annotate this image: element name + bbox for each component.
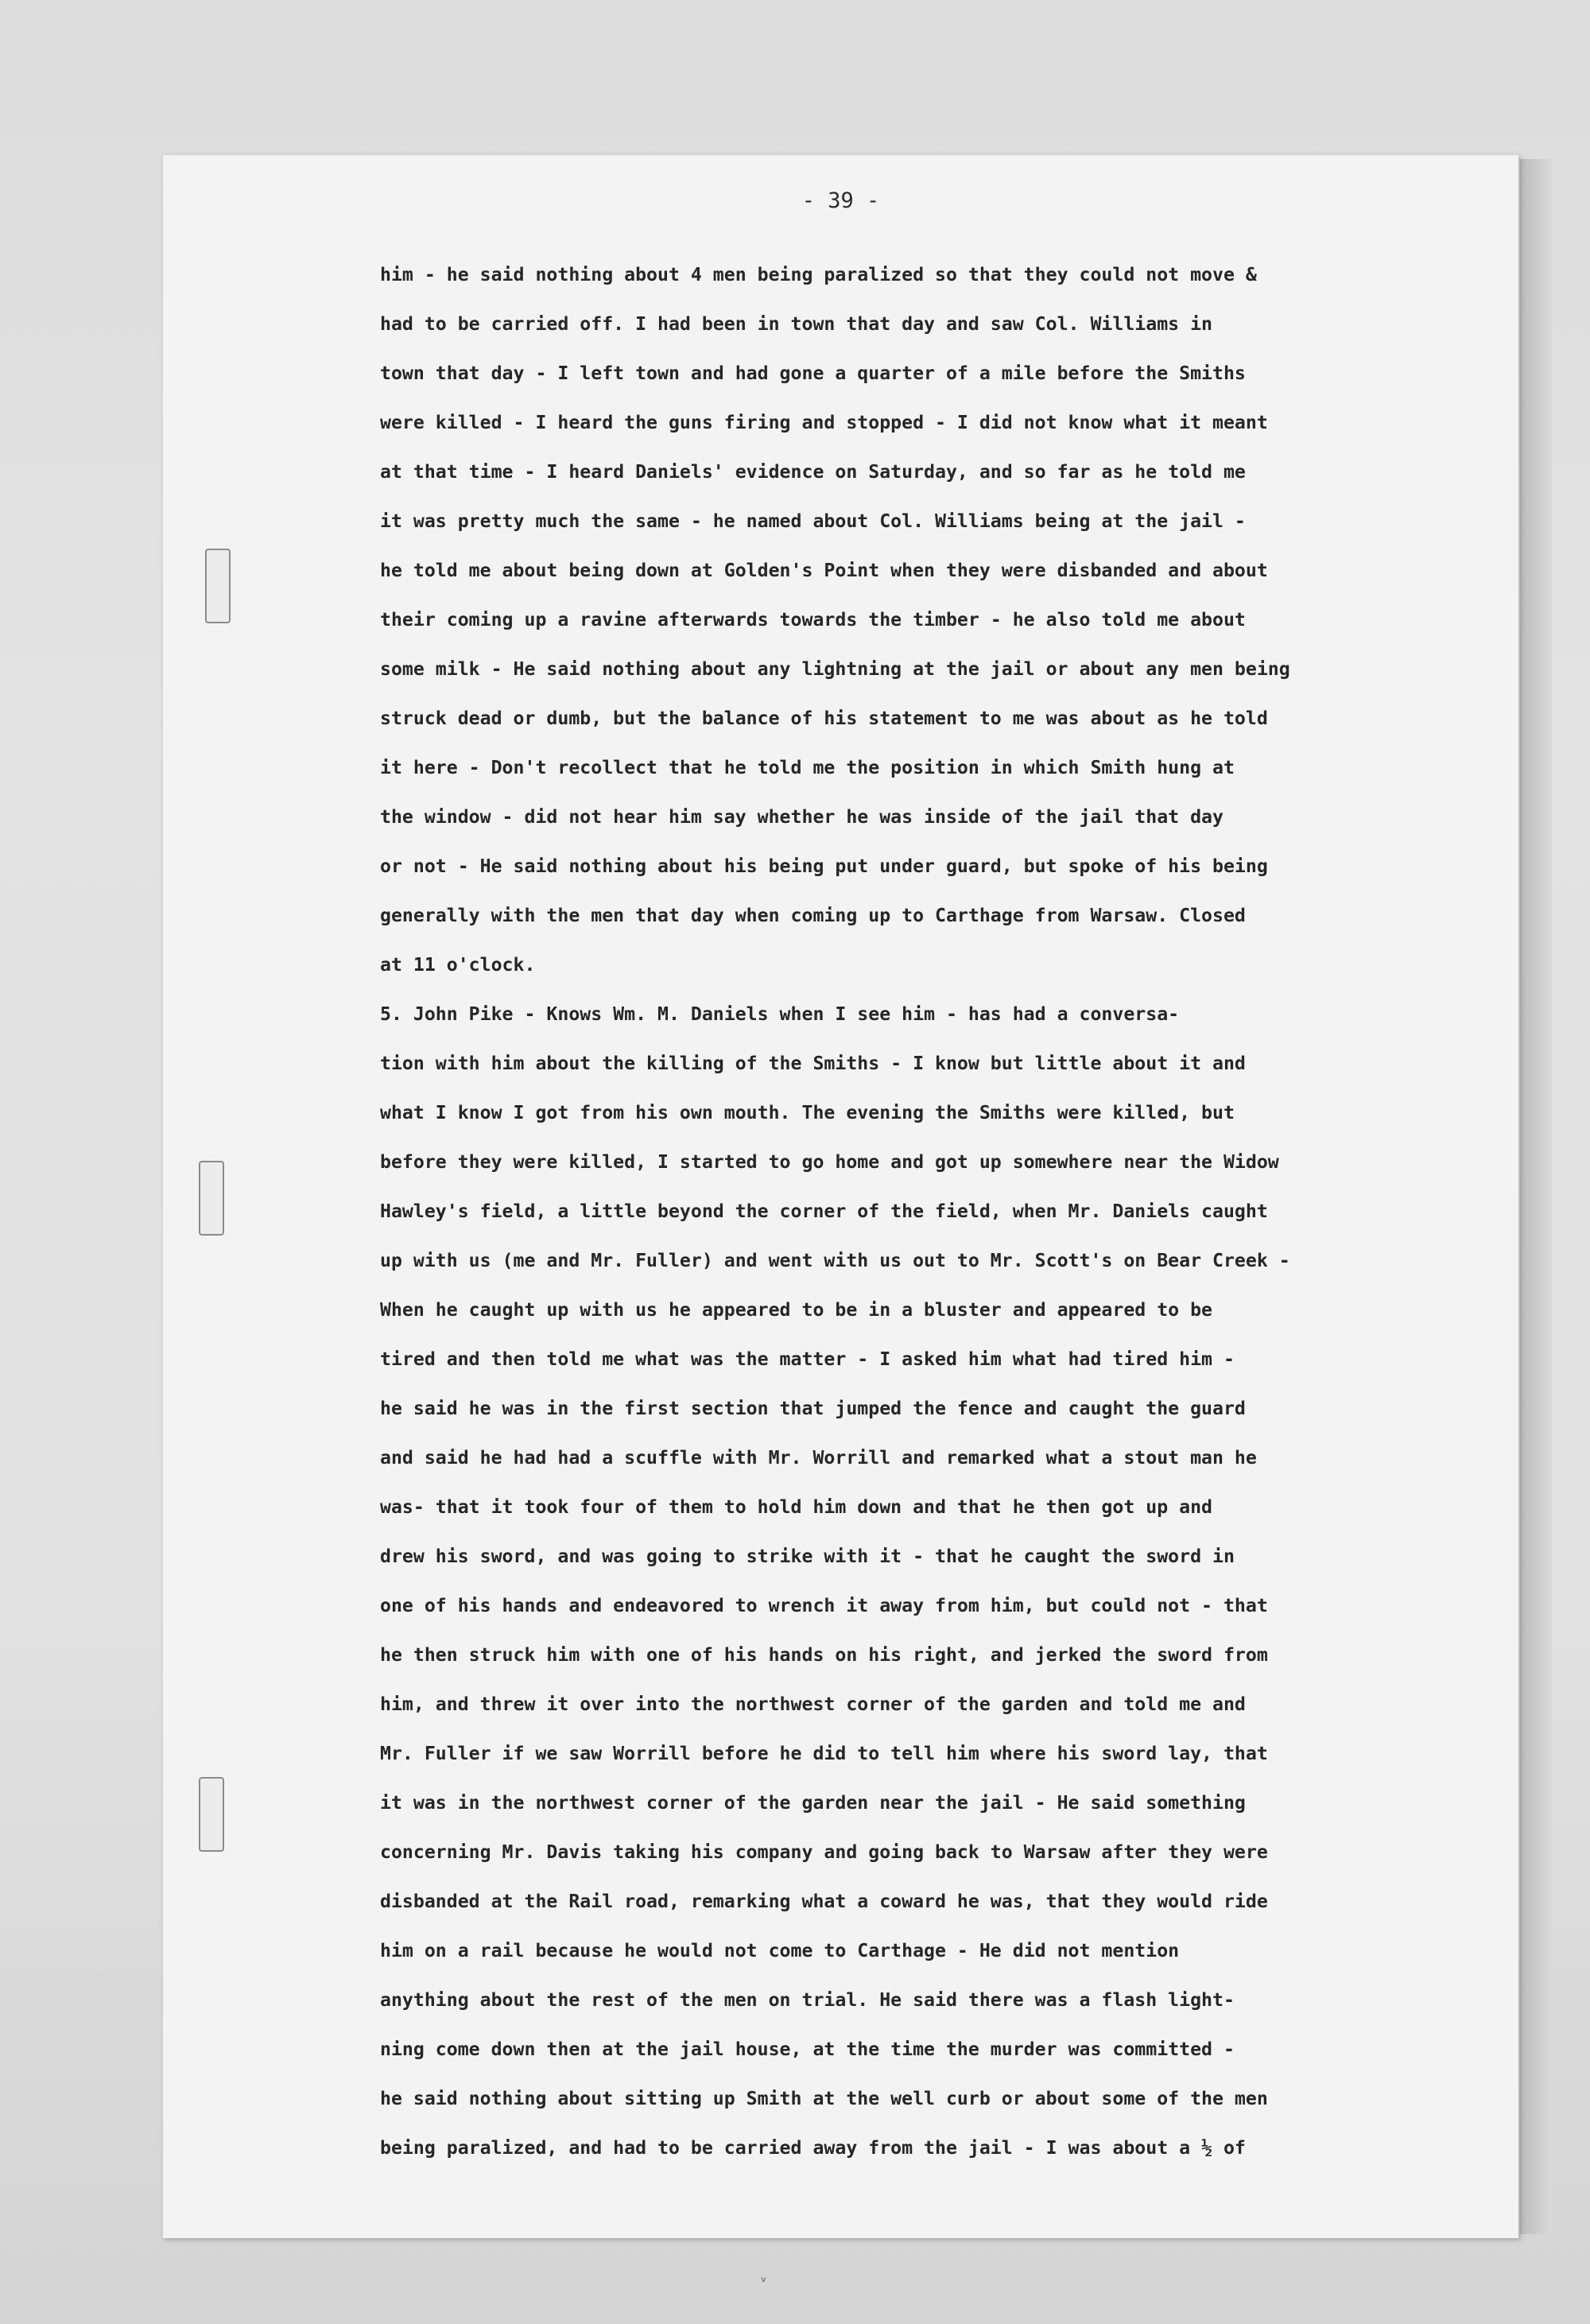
text-line: him, and threw it over into the northwest corner of the garden and told me and	[380, 1694, 1246, 1715]
text-line: 5. John Pike - Knows Wm. M. Daniels when I see him - has had a conversa-	[380, 1003, 1180, 1025]
text-line: some milk - He said nothing about any lightning at the jail or about any men being	[380, 658, 1290, 680]
text-line: were killed - I heard the guns firing and stopped - I did not know what it meant	[380, 412, 1268, 433]
text-line: ning come down then at the jail house, at the time the murder was committed -	[380, 2039, 1235, 2060]
text-line: the window - did not hear him say whether he was inside of the jail that day	[380, 806, 1224, 828]
text-line: one of his hands and endeavored to wrench it away from him, but could not - that	[380, 1595, 1268, 1616]
text-line: he told me about being down at Golden's Point when they were disbanded and about	[380, 560, 1268, 581]
text-line: town that day - I left town and had gone a quarter of a mile before the Smiths	[380, 363, 1246, 384]
text-line: concerning Mr. Davis taking his company and going back to Warsaw after they were	[380, 1841, 1268, 1863]
text-line: generally with the men that day when coming up to Carthage from Warsaw. Closed	[380, 905, 1246, 926]
scan-mark: ᵛ	[759, 2274, 768, 2291]
text-line: anything about the rest of the men on trial. He said there was a flash light-	[380, 1989, 1235, 2011]
text-line: him on a rail because he would not come to Carthage - He did not mention	[380, 1940, 1180, 1961]
text-line: had to be carried off. I had been in town that day and saw Col. Williams in	[380, 313, 1213, 335]
text-line: before they were killed, I started to go home and got up somewhere near the Widow	[380, 1151, 1279, 1173]
text-line: at that time - I heard Daniels' evidence on Saturday, and so far as he told me	[380, 461, 1246, 483]
text-line: what I know I got from his own mouth. The evening the Smiths were killed, but	[380, 1102, 1235, 1123]
text-line: and said he had had a scuffle with Mr. Worrill and remarked what a stout man he	[380, 1447, 1257, 1469]
text-line: Hawley's field, a little beyond the corner of the field, when Mr. Daniels caught	[380, 1201, 1268, 1222]
text-line: or not - He said nothing about his being put under guard, but spoke of his being	[380, 855, 1268, 877]
text-line: it was pretty much the same - he named about Col. Williams being at the jail -	[380, 510, 1246, 532]
text-line: When he caught up with us he appeared to be in a bluster and appeared to be	[380, 1299, 1213, 1321]
page-edge-shadow	[1520, 159, 1552, 2234]
binder-hole-bottom	[199, 1777, 224, 1852]
text-line: being paralized, and had to be carried away from the jail - I was about a ½ of	[380, 2137, 1246, 2159]
text-line: up with us (me and Mr. Fuller) and went with us out to Mr. Scott's on Bear Creek -	[380, 1250, 1290, 1271]
binder-hole-middle	[199, 1161, 224, 1236]
page-number: - 39 -	[801, 188, 880, 213]
text-line: he then struck him with one of his hands on his right, and jerked the sword from	[380, 1644, 1268, 1666]
typed-text-body	[380, 250, 1517, 2173]
text-line: him - he said nothing about 4 men being paralized so that they could not move &	[380, 264, 1257, 285]
text-line: tion with him about the killing of the Smiths - I know but little about it and	[380, 1053, 1246, 1074]
text-line: it was in the northwest corner of the garden near the jail - He said something	[380, 1792, 1246, 1814]
text-line: he said he was in the first section that jumped the fence and caught the guard	[380, 1398, 1246, 1419]
text-line: he said nothing about sitting up Smith at the well curb or about some of the men	[380, 2088, 1268, 2109]
binder-hole-top	[205, 549, 231, 623]
text-line: disbanded at the Rail road, remarking what a coward he was, that they would ride	[380, 1891, 1268, 1912]
text-line: drew his sword, and was going to strike with it - that he caught the sword in	[380, 1546, 1235, 1567]
text-line: at 11 o'clock.	[380, 954, 536, 976]
text-line: was- that it took four of them to hold him down and that he then got up and	[380, 1496, 1213, 1518]
text-line: it here - Don't recollect that he told me the position in which Smith hung at	[380, 757, 1235, 778]
document-page	[163, 155, 1518, 2238]
text-line: struck dead or dumb, but the balance of his statement to me was about as he told	[380, 708, 1268, 729]
text-line: tired and then told me what was the matter - I asked him what had tired him -	[380, 1348, 1235, 1370]
text-line: their coming up a ravine afterwards towards the timber - he also told me about	[380, 609, 1246, 630]
text-line: Mr. Fuller if we saw Worrill before he did to tell him where his sword lay, that	[380, 1743, 1268, 1764]
